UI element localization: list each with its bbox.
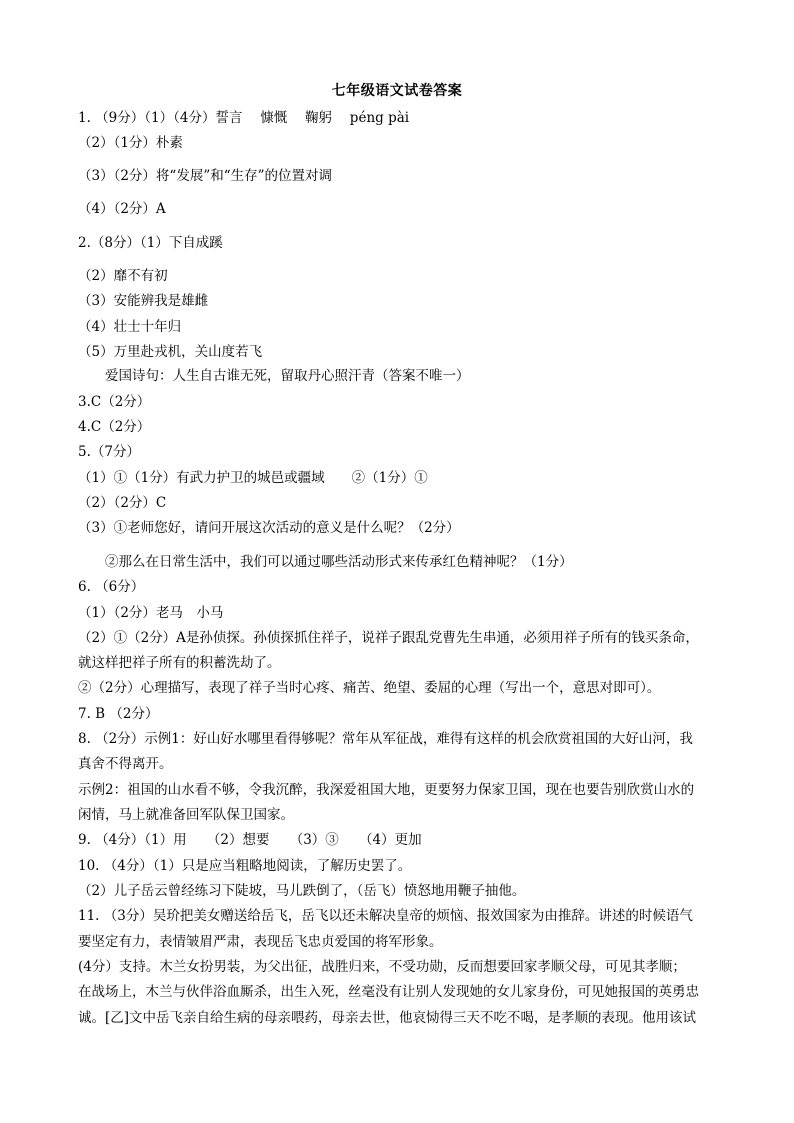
answer-line-18: 6. （6分）: [78, 579, 145, 595]
answer-line-8: （4）壮士十年归: [78, 319, 182, 335]
answer-line-22: ②（2分）心理描写，表现了祥子当时心疼、痛苦、绝望、委屈的心理（写出一个，意思对即可）。: [78, 680, 661, 696]
answer-line-16: （3）①老师您好，请问开展这次活动的意义是什么呢？（2分）: [78, 520, 460, 536]
answer-line-2: （2）（1分）朴素: [78, 135, 183, 151]
answer-line-13: 5.（7分）: [78, 444, 140, 460]
answer-line-28: 9. （4分）（1）用 （2）想要 （3）③ （4）更加: [78, 832, 422, 848]
answer-line-20: （2）①（2分）A是孙侦探。孙侦探抓住祥子，说祥子跟乱党曹先生串通，必须用祥子所有的钱买条命，: [78, 630, 699, 646]
answer-line-4: （4）（2分）A: [78, 201, 166, 217]
answer-line-29: 10. （4分）（1）只是应当粗略地阅读，了解历史罢了。: [78, 858, 412, 874]
answer-line-15: （2）（2分）C: [78, 495, 167, 511]
answer-line-25: 真舍不得离开。: [78, 756, 173, 772]
answer-line-30: （2）儿子岳云曾经练习下陡坡，马儿跌倒了，（岳飞）愤怒地用鞭子抽他。: [78, 883, 526, 899]
answer-line-12: 4.C（2分）: [78, 419, 151, 435]
answer-line-14: （1）①（1分）有武力护卫的城邑或疆域 ②（1分）①: [78, 470, 428, 486]
answer-line-17: ②那么在日常生活中，我们可以通过哪些活动形式来传承红色精神呢？（1分）: [78, 554, 573, 570]
answer-line-32: 要坚定有力，表情皱眉严肃，表现岳飞忠贞爱国的将军形象。: [78, 934, 443, 950]
answer-line-21: 就这样把祥子所有的积蓄洗劫了。: [78, 655, 281, 671]
answer-line-7: （3）安能辨我是雄雌: [78, 293, 209, 309]
answer-line-35: 诚。[乙]文中岳飞亲自给生病的母亲喂药，母亲去世，他哀恸得三天不吃不喝，是孝顺的表现。他用该试: [78, 1010, 697, 1026]
answer-line-24: 8. （2分）示例1：好山好水哪里看得够呢？常年从军征战，难得有这样的机会欣赏祖国的大好山河，我: [78, 731, 693, 747]
answer-line-5: 2.（8分）（1）下自成蹊: [78, 235, 223, 251]
answer-line-3: （3）（2分）将“发展”和“生存”的位置对调: [78, 168, 333, 184]
answer-line-9: （5）万里赴戎机，关山度若飞: [78, 344, 263, 360]
answer-line-19: （1）（2分）老马 小马: [78, 605, 224, 621]
answer-line-10: 爱国诗句：人生自古谁无死，留取丹心照汗青（答案不唯一）: [78, 368, 470, 384]
answer-line-27: 闲情，马上就准备回军队保卫国家。: [78, 807, 294, 823]
answer-line-31: 11. （3分）吴玠把美女赠送给岳飞，岳飞以还未解决皇帝的烦恼、报效国家为由推辞。讲述的时候语气: [78, 908, 693, 924]
answer-line-23: 7. B （2分）: [78, 706, 159, 722]
answer-line-6: （2）靡不有初: [78, 268, 168, 284]
answer-line-34: 在战场上，木兰与伙伴浴血厮杀，出生入死，丝毫没有让别人发现她的女儿家身份，可见她报国的英勇忠: [78, 984, 699, 1000]
answer-line-26: 示例2：祖国的山水看不够，令我沉醉，我深爱祖国大地，更要努力保家卫国，现在也要告别欣赏山水的: [78, 782, 695, 798]
answer-line-11: 3.C（2分）: [78, 394, 151, 410]
answer-line-1: 1. （9分）（1）（4分）誓言 慷慨 鞠躬 péng pài: [78, 110, 410, 126]
page-title: 七年级语文试卷答案: [331, 83, 463, 99]
answer-line-33: (4分）支持。木兰女扮男装，为父出征，战胜归来，不受功勋，反而想要回家孝顺父母，可见其孝顺；: [78, 959, 686, 975]
